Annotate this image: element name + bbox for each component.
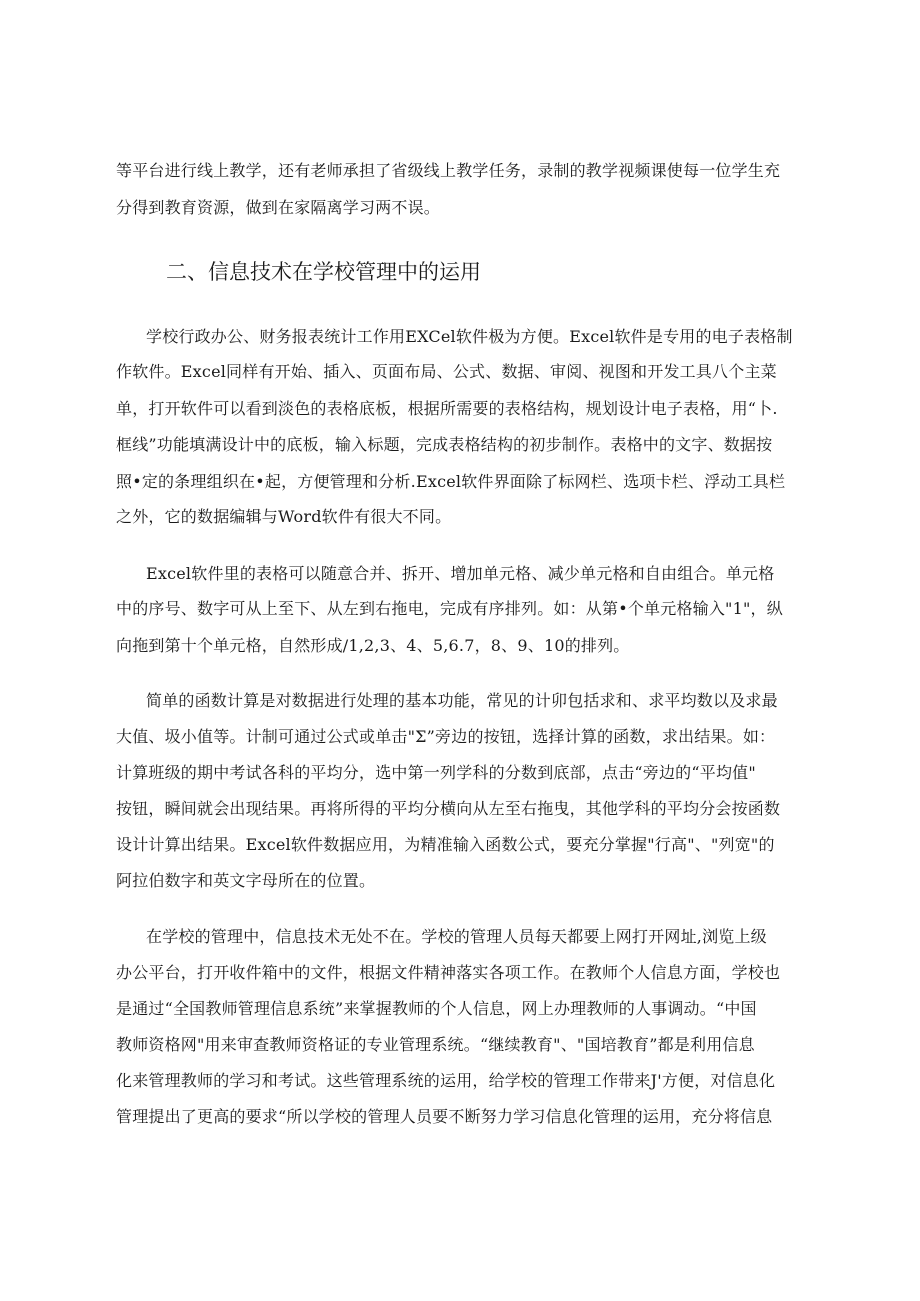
paragraph-line: 在学校的管理中，信息技术无处不在。学校的管理人员每天都要上网打开网址,浏览上级 <box>146 927 767 946</box>
paragraph-line: 学校行政办公、财务报表统计工作用EXCel软件极为方便。Excel软件是专用的电子表格制 <box>146 327 793 346</box>
paragraph-line: Excel软件里的表格可以随意合并、拆开、增加单元格、减少单元格和自由组合。单元格 <box>146 564 775 583</box>
intro-line: 分得到教育资源，做到在家隔离学习两不误。 <box>116 198 441 217</box>
section-heading: 二、信息技术在学校管理中的运用 <box>166 260 481 284</box>
paragraph-line: 化来管理教师的学习和考试。这些管理系统的运用，给学校的管理工作带来J'方便，对信息化 <box>116 1071 776 1090</box>
paragraph-line: 计算班级的期中考试各科的平均分，选中第一列学科的分数到底部，点击“旁边的“平均值" <box>116 763 756 782</box>
paragraph-line: 简单的函数计算是对数据进行处理的基本功能，常见的计卯包括求和、求平均数以及求最 <box>146 691 778 710</box>
paragraph-line: 照•定的条理组织在•起，方便管理和分析.Excel软件界面除了标网栏、选项卡栏、浮动工具栏 <box>116 472 786 491</box>
paragraph-line: 教师资格网"用来审查教师资格证的专业管理系统。“继续教育"、"国培教育”都是利用信息 <box>116 1035 755 1054</box>
paragraph-line: 向拖到第十个单元格，自然形成/1,2,3、4、5,6.7，8、9、10的排列。 <box>116 636 630 655</box>
paragraph-line: 大值、圾小值等。计制可通过公式或单击"Σ”旁边的按钮，选择计算的函数，求出结果。如： <box>116 727 776 746</box>
paragraph-line: 阿拉伯数字和英文字母所在的位置。 <box>116 871 376 890</box>
paragraph-line: 单，打开软件可以看到淡色的表格底板，根据所需要的表格结构，规划设计电子表格，用“卜. <box>116 399 778 418</box>
paragraph-line: 之外，它的数据编辑与Word软件有很大不同。 <box>116 507 452 526</box>
paragraph-line: 管理提出了更高的要求“所以学校的管理人员要不断努力学习信息化管理的运用，充分将信息 <box>116 1107 773 1126</box>
paragraph-line: 框线”功能填满设计中的底板，输入标题，完成表格结构的初步制作。表格中的文字、数据按 <box>116 435 773 454</box>
paragraph-line: 办公平台，打开收件箱中的文件，根据文件精神落实各项工作。在教师个人信息方面，学校也 <box>116 963 781 982</box>
intro-line: 等平台进行线上教学，还有老师承担了省级线上教学任务，录制的教学视频课使每一位学生充 <box>116 161 781 180</box>
paragraph-line: 设计计算出结果。Excel软件数据应用，为精准输入函数公式，要充分掌握"行高"、"列宽"的 <box>116 835 775 854</box>
paragraph-line: 作软件。Excel同样有开始、插入、页面布局、公式、数据、审阅、视图和开发工具八个主菜 <box>116 362 777 381</box>
paragraph-line: 中的序号、数字可从上至下、从左到右拖电，完成有序排列。如：从第•个单元格输入"1"，纵 <box>116 599 783 618</box>
paragraph-line: 是通过“全国教师管理信息系统”来掌握教师的个人信息，网上办理教师的人事调动。“中国 <box>116 999 757 1018</box>
paragraph-line: 按钮，瞬间就会出现结果。再将所得的平均分横向从左至右拖曳，其他学科的平均分会按函数 <box>116 799 781 818</box>
